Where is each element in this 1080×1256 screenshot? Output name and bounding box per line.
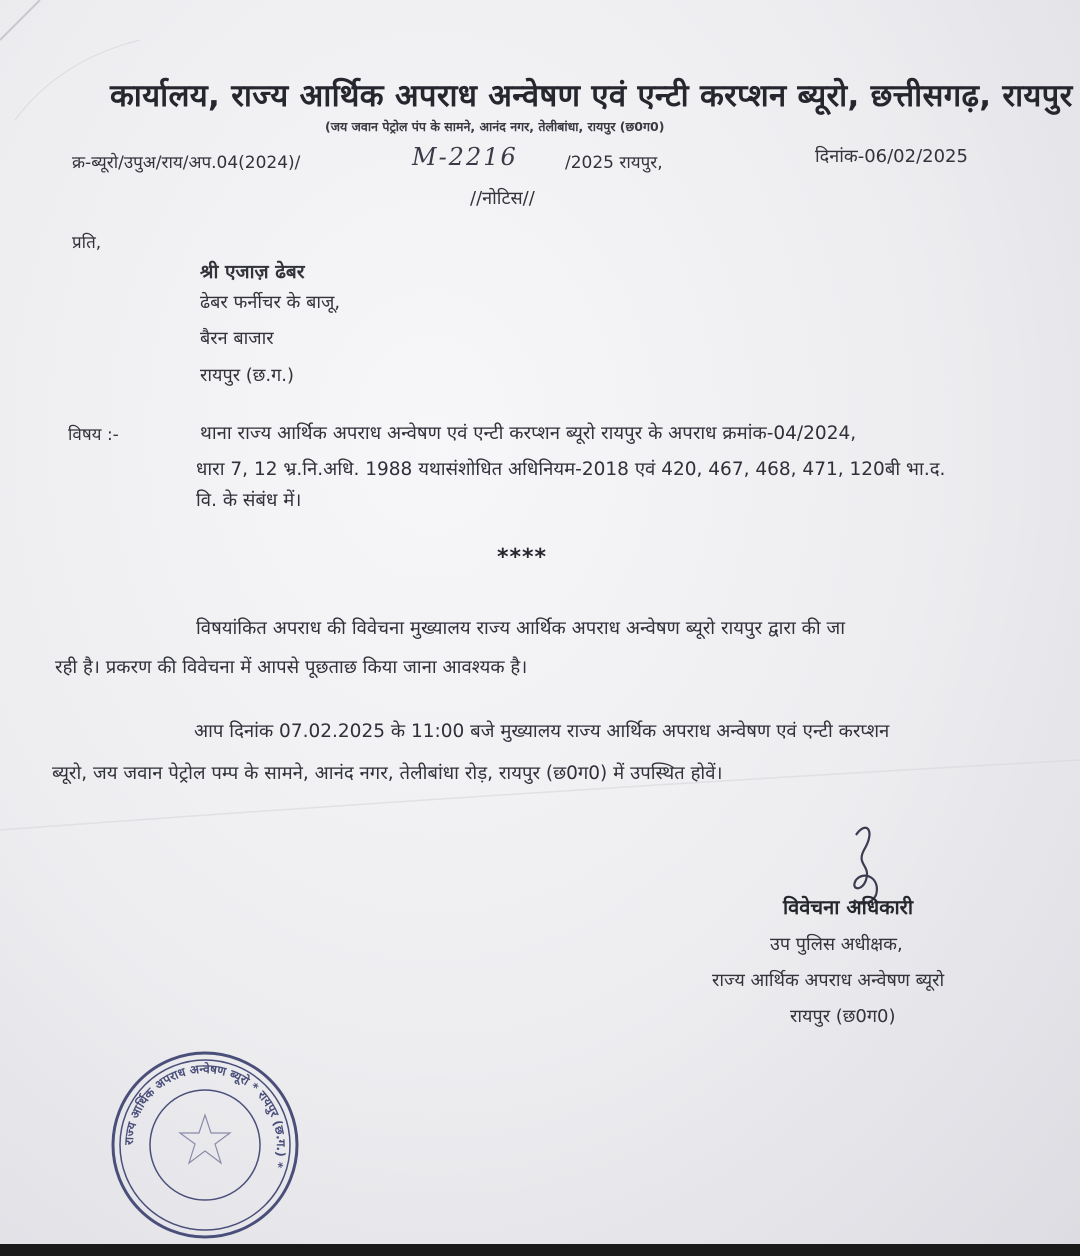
signatory-department: राज्य आर्थिक अपराध अन्वेषण ब्यूरो	[712, 970, 945, 991]
signatory-designation: उप पुलिस अधीक्षक,	[770, 934, 903, 955]
reference-number: क्र-ब्यूरो/उपुअ/राय/अप.04(2024)/	[72, 153, 301, 173]
office-address: (जय जवान पेट्रोल पंप के सामने, आनंद नगर, तेलीबांधा, रायपुर (छ0ग0)	[325, 119, 665, 134]
seal-text: राज्य आर्थिक अपराध अन्वेषण ब्यूरो * रायपुर (छ.ग.) *	[121, 1061, 289, 1170]
body-paragraph-line: आप दिनांक 07.02.2025 के 11:00 बजे मुख्यालय राज्य आर्थिक अपराध अन्वेषण एवं एन्टी करप्शन	[194, 721, 890, 742]
body-paragraph-line: विषयांकित अपराध की विवेचना मुख्यालय राज्य आर्थिक अपराध अन्वेषण ब्यूरो रायपुर द्वारा की जा	[196, 618, 846, 639]
body-paragraph-line: रही है। प्रकरण की विवेचना में आपसे पूछताछ किया जाना आवश्यक है।	[55, 657, 528, 678]
office-seal-stamp	[105, 1045, 305, 1244]
subject-line: वि. के संबंध में।	[196, 490, 302, 511]
recipient-name: श्री एजाज़ ढेबर	[200, 261, 305, 283]
signatory-place: रायपुर (छ0ग0)	[790, 1006, 896, 1027]
subject-label: विषय :-	[68, 425, 119, 445]
recipient-label: प्रति,	[72, 233, 102, 253]
recipient-address-line: ढेबर फर्नीचर के बाजू,	[200, 292, 341, 313]
signatory-title: विवेचना अधिकारी	[783, 895, 914, 919]
recipient-address-line: रायपुर (छ.ग.)	[200, 365, 295, 386]
reference-year-place: /2025 रायपुर,	[565, 153, 663, 173]
bottom-bar	[0, 1244, 1080, 1256]
subject-line: धारा 7, 12 भ्र.नि.अधि. 1988 यथासंशोधित अधिनियम-2018 एवं 420, 467, 468, 471, 120बी भा.द.	[196, 459, 946, 480]
notice-heading: //नोटिस//	[470, 188, 535, 209]
handwritten-dispatch-number: M-2216	[412, 143, 518, 171]
body-paragraph-line: ब्यूरो, जय जवान पेट्रोल पम्प के सामने, आनंद नगर, तेलीबांधा रोड़, रायपुर (छ0ग0) में उपस्थित होवें।	[52, 763, 723, 784]
subject-line: थाना राज्य आर्थिक अपराध अन्वेषण एवं एन्टी करप्शन ब्यूरो रायपुर के अपराध क्रमांक-04/2024,	[200, 423, 857, 444]
recipient-address-line: बैरन बाजार	[200, 328, 274, 349]
letter-date: दिनांक-06/02/2025	[815, 146, 968, 167]
office-title: कार्यालय, राज्य आर्थिक अपराध अन्वेषण एवं एन्टी करप्शन ब्यूरो, छत्तीसगढ़, रायपुर	[110, 78, 1073, 114]
separator-stars: ****	[497, 545, 548, 570]
